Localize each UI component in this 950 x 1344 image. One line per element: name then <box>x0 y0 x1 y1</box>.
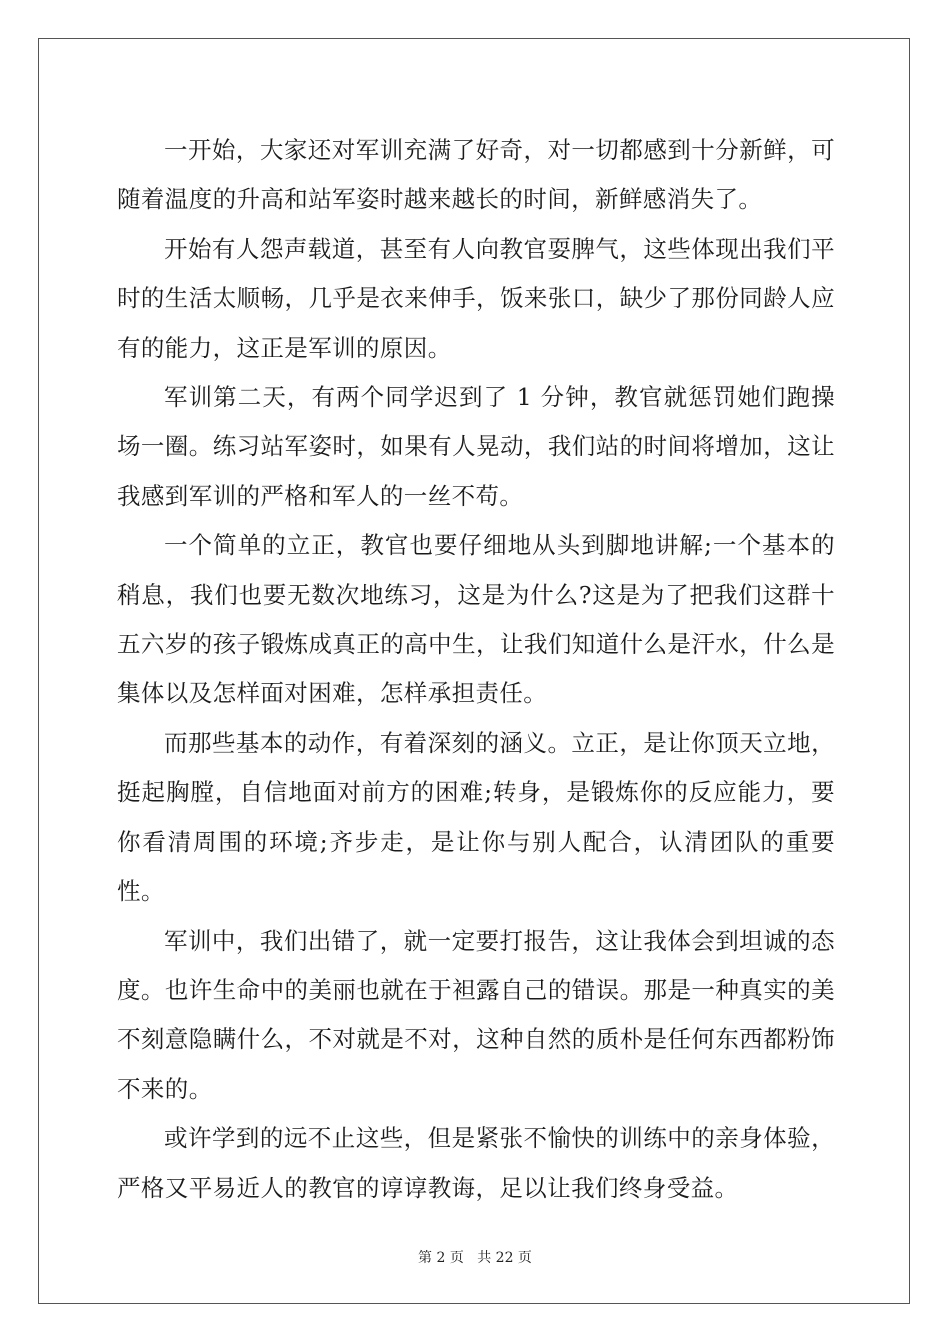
document-body <box>117 126 835 1213</box>
total-pages: 共 22 页 <box>477 1250 532 1266</box>
current-page-number: 第 2 页 <box>418 1250 464 1266</box>
paragraph: 或许学到的远不止这些，但是紧张不愉快的训练中的亲身体验，严格又平易近人的教官的谆谆教诲，足以让我们终身受益。 <box>117 1124 835 1202</box>
footer-spacer <box>464 1250 477 1266</box>
paragraph: 一开始，大家还对军训充满了好奇，对一切都感到十分新鲜，可随着温度的升高和站军姿时越来越长的时间，新鲜感消失了。 <box>117 136 835 214</box>
paragraph: 军训中，我们出错了，就一定要打报告，这让我体会到坦诚的态度。也许生命中的美丽也就在于袒露自己的错误。那是一种真实的美不刻意隐瞒什么，不对就是不对，这种自然的质朴是任何东西都粉饰不来的。 <box>117 926 835 1103</box>
paragraph: 开始有人怨声载道，甚至有人向教官耍脾气，这些体现出我们平时的生活太顺畅，几乎是衣来伸手，饭来张口，缺少了那份同龄人应有的能力，这正是军训的原因。 <box>117 234 835 362</box>
page-footer <box>0 1247 950 1267</box>
paragraph: 而那些基本的动作，有着深刻的涵义。立正，是让你顶天立地，挺起胸膛，自信地面对前方的困难;转身，是锻炼你的反应能力，要你看清周围的环境;齐步走，是让你与别人配合，认清团队的重要性。 <box>117 728 835 906</box>
paragraph: 一个简单的立正，教官也要仔细地从头到脚地讲解;一个基本的稍息，我们也要无数次地练习，这是为什么?这是为了把我们这群十五六岁的孩子锻炼成真正的高中生，让我们知道什么是汗水，什么是集体以及怎样面对困难，怎样承担责任。 <box>117 531 835 708</box>
paragraph: 军训第二天，有两个同学迟到了 1 分钟，教官就惩罚她们跑操场一圈。练习站军姿时，如果有人晃动，我们站的时间将增加，这让我感到军训的严格和军人的一丝不苟。 <box>117 383 835 510</box>
